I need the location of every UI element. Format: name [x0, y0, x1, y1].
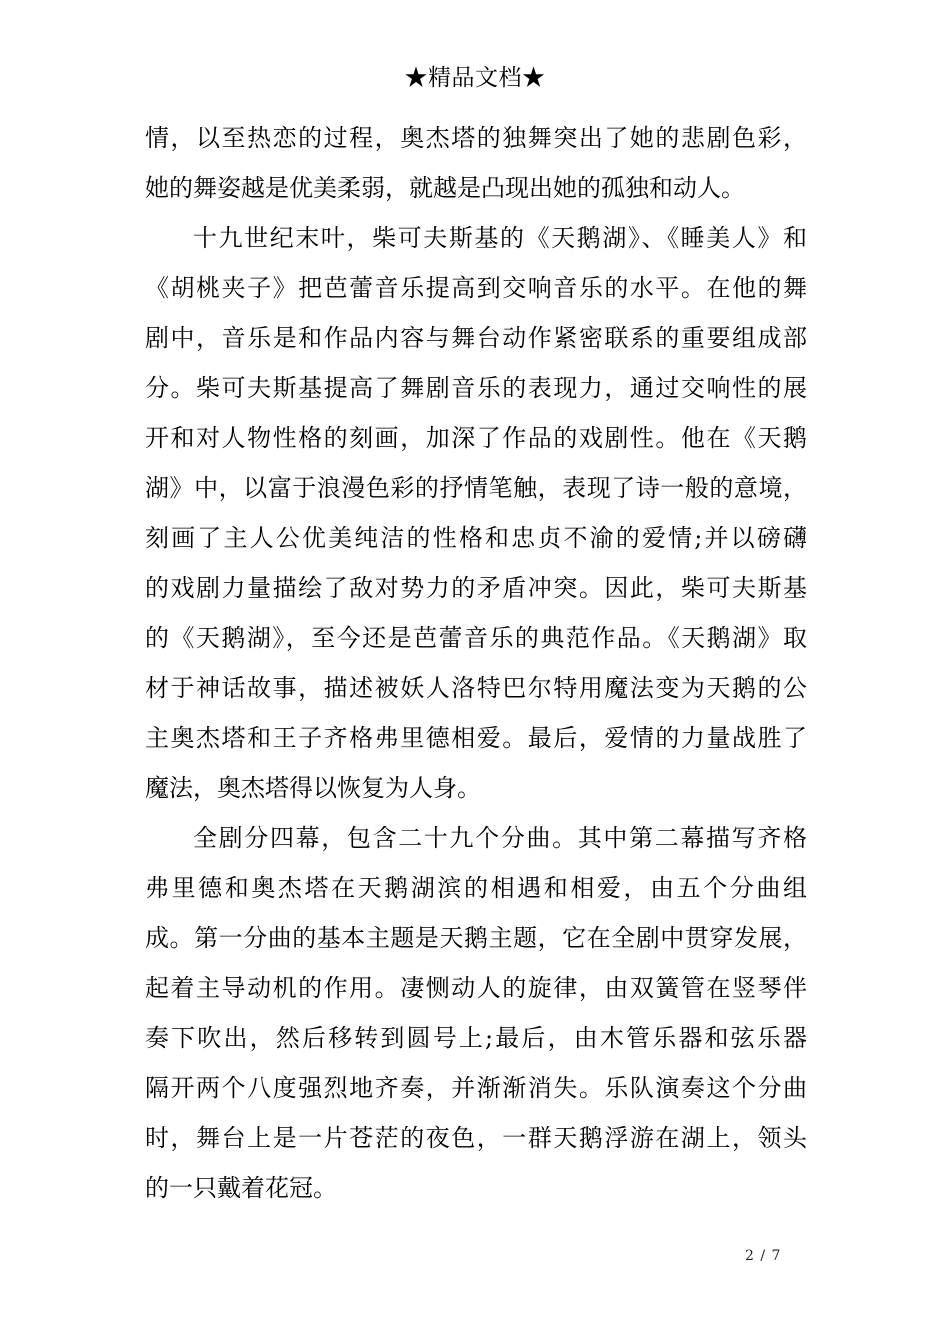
text-line: 刻画了主人公优美纯洁的性格和忠贞不渝的爱情;并以磅礴: [145, 524, 807, 552]
document-body: [145, 113, 807, 1213]
text-line: 情，以至热恋的过程，奥杰塔的独舞突出了她的悲剧色彩，: [145, 124, 807, 152]
text-line: 分。柴可夫斯基提高了舞剧音乐的表现力，通过交响性的展: [145, 374, 807, 402]
text-line: 奏下吹出，然后移转到圆号上;最后，由木管乐器和弦乐器: [145, 1024, 807, 1052]
text-line: 材于神话故事，描述被妖人洛特巴尔特用魔法变为天鹅的公: [145, 674, 807, 702]
page-number: 2 / 7: [745, 1248, 782, 1264]
text-line: 《胡桃夹子》把芭蕾音乐提高到交响音乐的水平。在他的舞: [145, 274, 807, 302]
text-line: 弗里德和奥杰塔在天鹅湖滨的相遇和相爱，由五个分曲组: [145, 874, 807, 902]
text-line: 十九世纪末叶，柴可夫斯基的《天鹅湖》、《睡美人》和: [193, 224, 807, 252]
text-line: 的一只戴着花冠。: [145, 1174, 337, 1202]
text-line: 的《天鹅湖》，至今还是芭蕾音乐的典范作品。《天鹅湖》取: [145, 624, 807, 652]
text-line: 魔法，奥杰塔得以恢复为人身。: [145, 774, 481, 802]
text-line: 开和对人物性格的刻画，加深了作品的戏剧性。他在《天鹅: [145, 424, 807, 452]
text-line: 起着主导动机的作用。凄恻动人的旋律，由双簧管在竖琴伴: [145, 974, 807, 1002]
text-line: 主奥杰塔和王子齐格弗里德相爱。最后，爱情的力量战胜了: [145, 724, 807, 752]
text-line: 成。第一分曲的基本主题是天鹅主题，它在全剧中贯穿发展，: [145, 924, 807, 952]
text-line: 全剧分四幕，包含二十九个分曲。其中第二幕描写齐格: [193, 824, 807, 852]
text-line: 时，舞台上是一片苍茫的夜色，一群天鹅浮游在湖上，领头: [145, 1124, 807, 1152]
text-line: 湖》中，以富于浪漫色彩的抒情笔触，表现了诗一般的意境，: [145, 474, 807, 502]
text-line: 的戏剧力量描绘了敌对势力的矛盾冲突。因此，柴可夫斯基: [145, 574, 807, 602]
text-line: 她的舞姿越是优美柔弱，就越是凸现出她的孤独和动人。: [145, 174, 745, 202]
text-line: 剧中，音乐是和作品内容与舞台动作紧密联系的重要组成部: [145, 324, 807, 352]
page-header-title: ★精品文档★: [404, 65, 546, 91]
text-line: 隔开两个八度强烈地齐奏，并渐渐消失。乐队演奏这个分曲: [145, 1074, 807, 1102]
